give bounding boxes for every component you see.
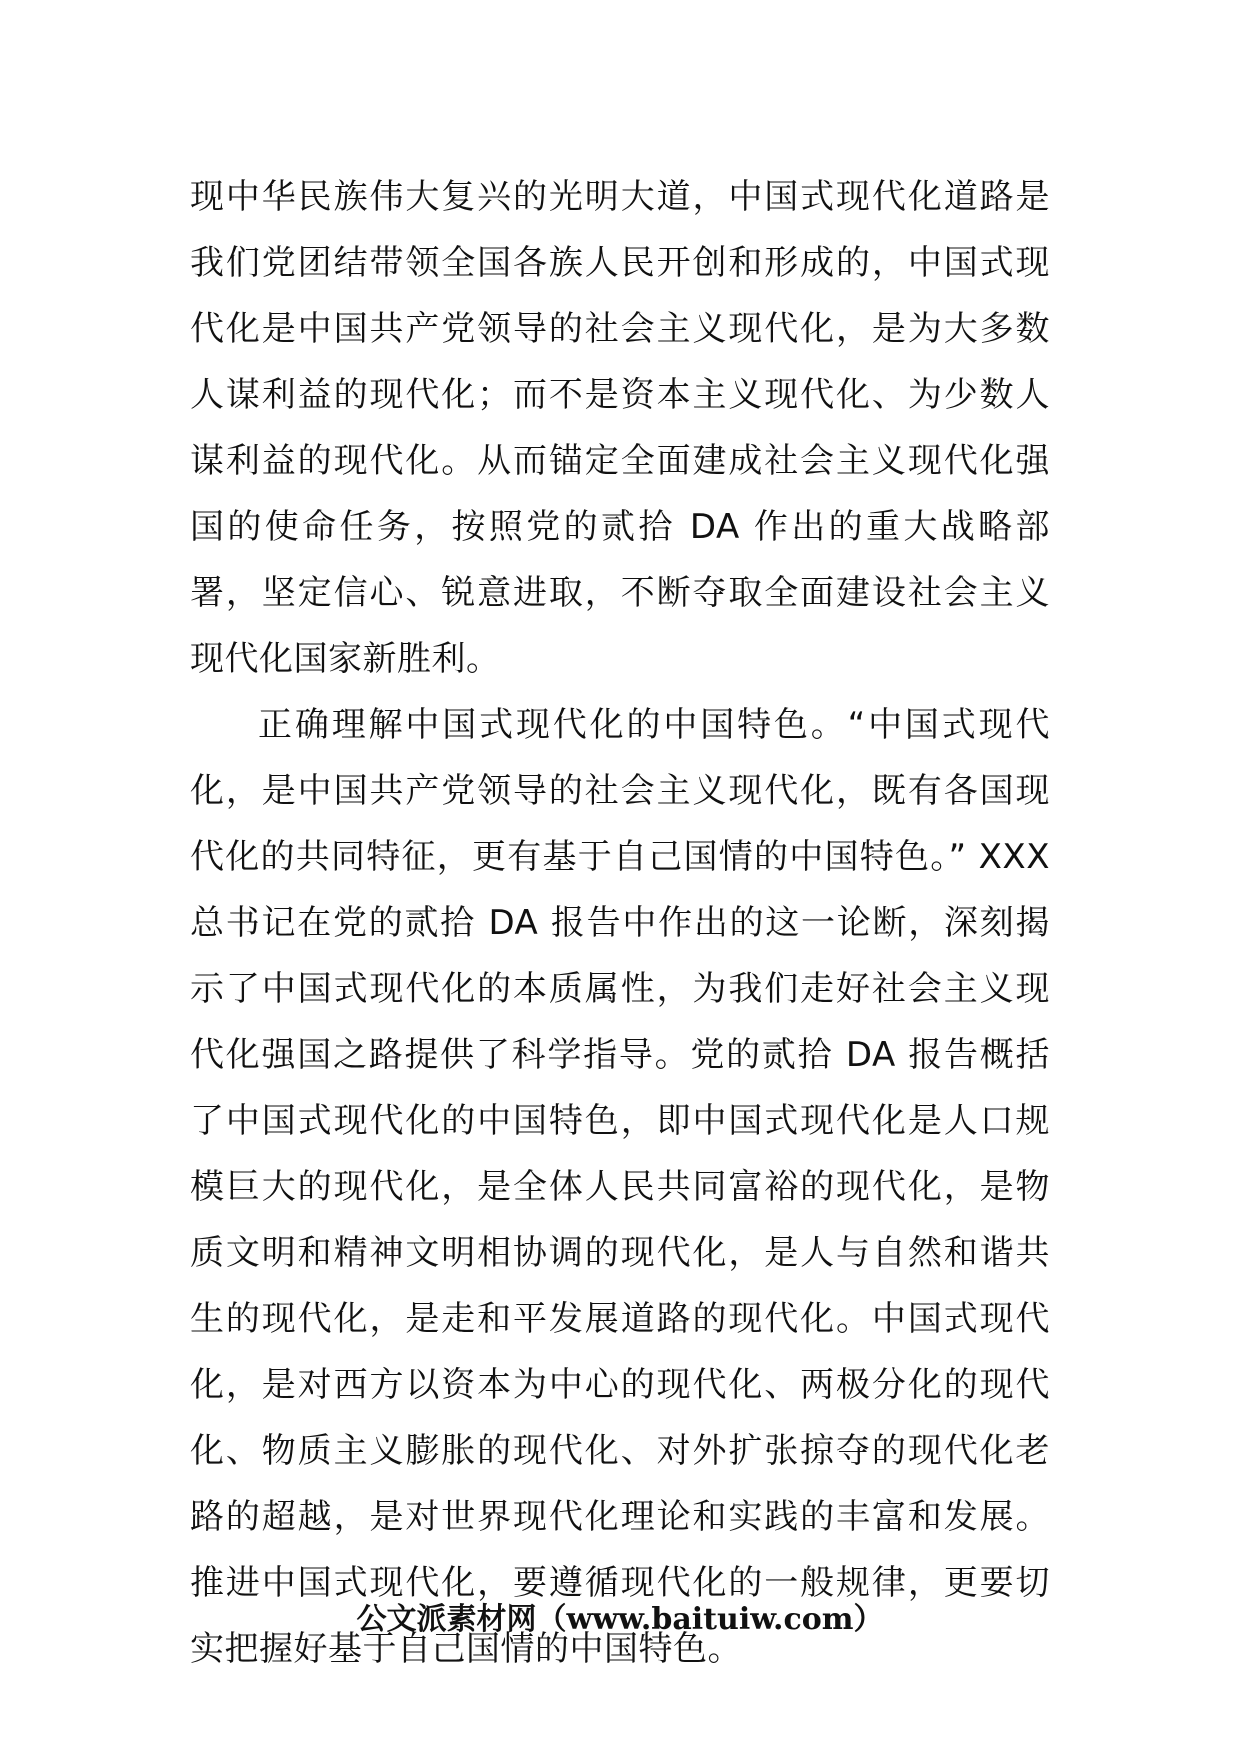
document-body	[190, 164, 1050, 1682]
paragraph-continuation: 现中华民族伟大复兴的光明大道，中国式现代化道路是我们党团结带领全国各族人民开创和形成的，中国式现代化是中国共产党领导的社会主义现代化，是为大多数人谋利益的现代化；而不是资本主义现代化、为少数人谋利益的现代化。从而锚定全面建成社会主义现代化强国的使命任务，按照党的贰拾 DA 作出的重大战略部署，坚定信心、锐意进取，不断夺取全面建设社会主义现代化国家新胜利。	[190, 177, 1050, 679]
footer-watermark-text: 公文派素材网（www.baituiw.com）	[356, 1602, 884, 1637]
paragraph-chinese-characteristics: 正确理解中国式现代化的中国特色。“中国式现代化，是中国共产党领导的社会主义现代化，既有各国现代化的共同特征，更有基于自己国情的中国特色。” XXX 总书记在党的贰拾 DA 报告中作出的这一论断，深刻揭示了中国式现代化的本质属性，为我们走好社会主义现代化强国之路提供了科学指导。党的贰拾 DA 报告概括了中国式现代化的中国特色，即中国式现代化是人口规模巨大的现代化，是全体人民共同富裕的现代化，是物质文明和精神文明相协调的现代化，是人与自然和谐共生的现代化，是走和平发展道路的现代化。中国式现代化，是对西方以资本为中心的现代化、两极分化的现代化、物质主义膨胀的现代化、对外扩张掠夺的现代化老路的超越，是对世界现代化理论和实践的丰富和发展。推进中国式现代化，要遵循现代化的一般规律，更要切实把握好基于自己国情的中国特色。	[190, 705, 1050, 1669]
